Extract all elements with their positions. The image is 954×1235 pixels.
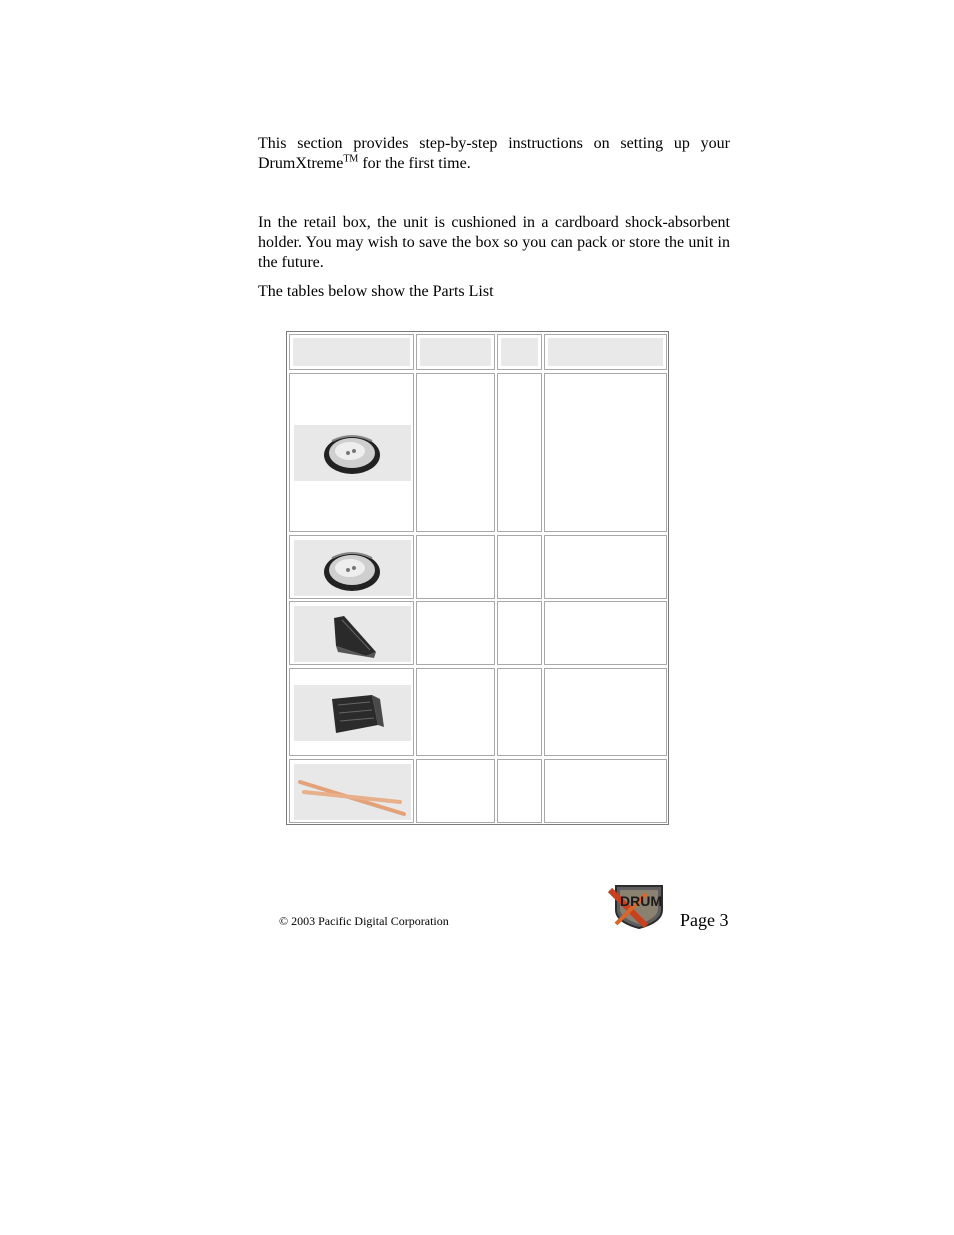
table-row-5-cell-3 xyxy=(497,759,542,823)
header-cell-2 xyxy=(416,334,495,370)
table-row-5-cell-2 xyxy=(416,759,495,823)
table-row-2-cell-4 xyxy=(544,535,667,599)
table-row-4-cell-4 xyxy=(544,668,667,756)
header-cell-image xyxy=(289,334,414,370)
table-row-5-cell-4 xyxy=(544,759,667,823)
page-number: Page 3 xyxy=(680,910,729,930)
footer-copyright: © 2003 Pacific Digital Corporation xyxy=(279,914,449,928)
table-row-1-image-cell xyxy=(289,373,414,532)
table-row-1-cell-2 xyxy=(416,373,495,532)
parts-intro-paragraph: The tables below show the Parts List xyxy=(258,283,494,300)
parts-table xyxy=(286,331,669,825)
table-row-2-cell-2 xyxy=(416,535,495,599)
header-cell-3 xyxy=(497,334,542,370)
drumsticks-icon xyxy=(294,764,411,820)
logo-text: DRUM xyxy=(620,893,662,909)
controller-module-icon xyxy=(294,685,411,741)
table-row-5-image-cell xyxy=(289,759,414,823)
table-row-3-cell-4 xyxy=(544,601,667,665)
foot-pedal-icon xyxy=(294,606,411,662)
table-row-4-image-cell xyxy=(289,668,414,756)
trademark-symbol: TM xyxy=(343,153,359,165)
header-cell-4 xyxy=(544,334,667,370)
table-row-4-cell-2 xyxy=(416,668,495,756)
intro-paragraph xyxy=(258,134,730,174)
drum-pad-icon xyxy=(294,540,411,596)
table-row-3-image-cell xyxy=(289,601,414,665)
table-row-1-cell-4 xyxy=(544,373,667,532)
intro-text-after: for the first time. xyxy=(358,155,471,172)
drumxtreme-logo xyxy=(608,880,670,930)
table-row-2-image-cell xyxy=(289,535,414,599)
table-row-4-cell-3 xyxy=(497,668,542,756)
table-row-1-cell-3 xyxy=(497,373,542,532)
table-row-3-cell-3 xyxy=(497,601,542,665)
drum-pad-icon xyxy=(294,425,411,481)
packaging-paragraph: In the retail box, the unit is cushioned in a cardboard shock-absorbent holder. You may wish to save the box so you can pack or store the unit in the future. xyxy=(258,214,730,271)
intro-text: This section provides step-by-step instructions on setting up your DrumXtreme xyxy=(258,135,730,172)
table-row-2-cell-3 xyxy=(497,535,542,599)
table-row-3-cell-2 xyxy=(416,601,495,665)
